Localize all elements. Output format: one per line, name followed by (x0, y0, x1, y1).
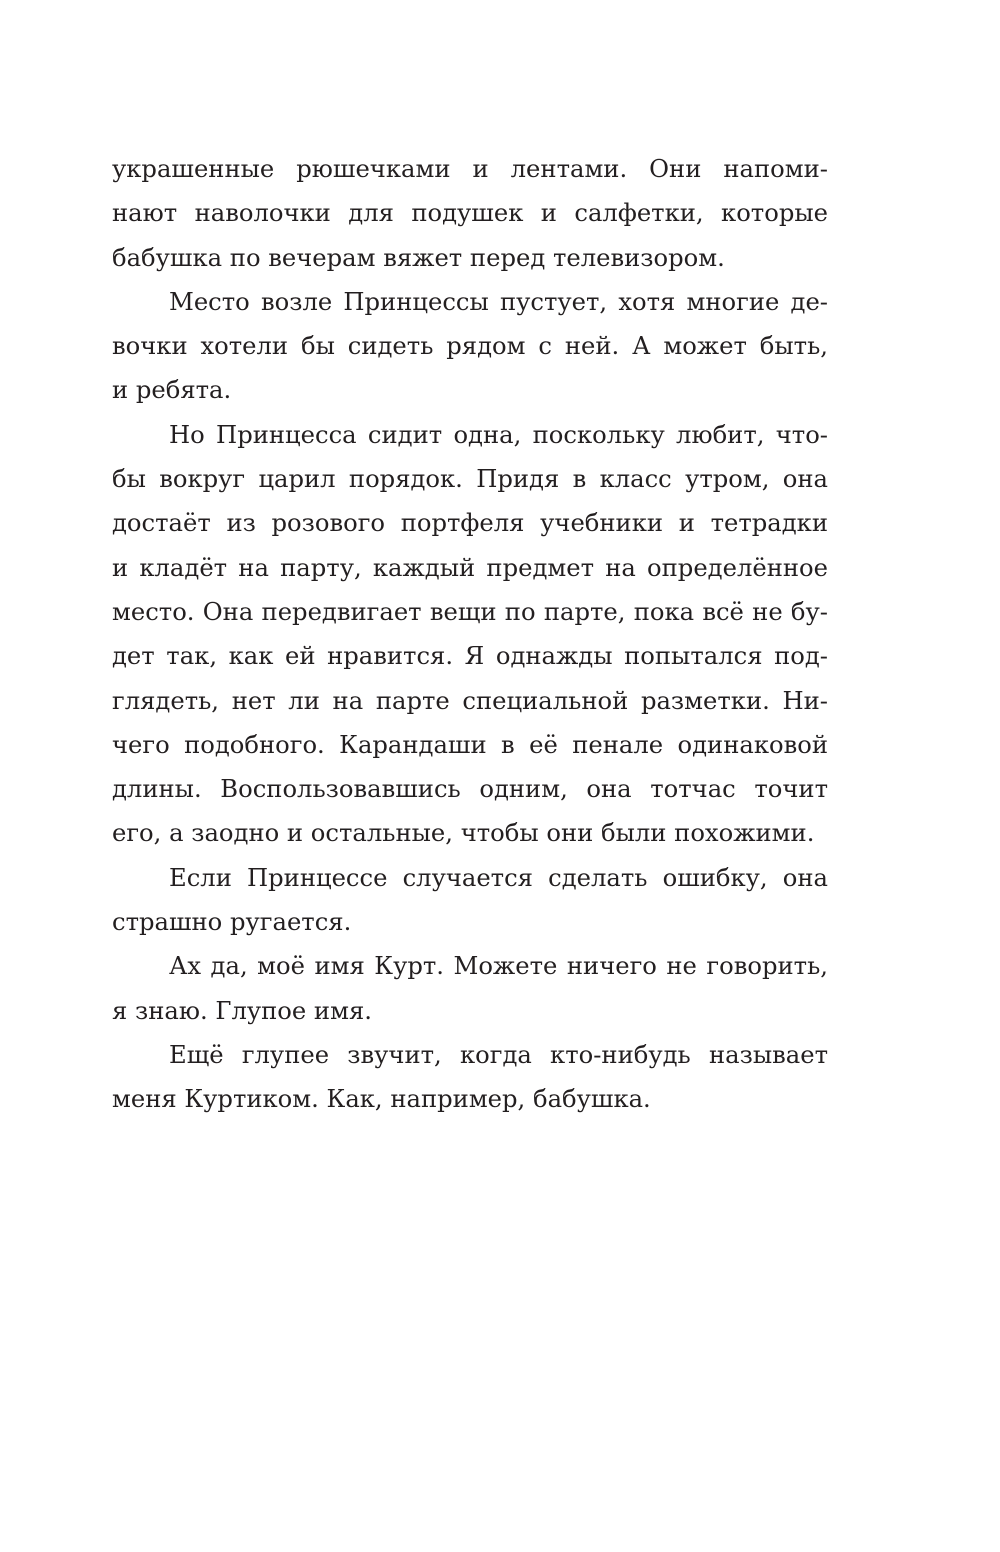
text-line: и кладёт на парту, каждый предмет на определённое (112, 552, 828, 582)
paragraph (112, 856, 828, 945)
text-line: длины. Воспользовавшись одним, она тотчас точит (112, 774, 828, 804)
text-line: Ах да, моё имя Курт. Можете ничего не говорить, (169, 951, 828, 981)
text-line: чего подобного. Карандаши в её пенале одинаковой (112, 729, 828, 759)
text-line: меня Куртиком. Как, например, бабушка. (112, 1084, 651, 1114)
paragraph (112, 944, 828, 1033)
text-line: и ребята. (112, 375, 232, 405)
paragraph (112, 1033, 828, 1122)
text-line: достаёт из розового портфеля учебники и тетрадки (112, 508, 828, 538)
paragraph (112, 147, 828, 280)
paragraph (112, 413, 828, 856)
text-line: нают наволочки для подушек и салфетки, которые (112, 198, 828, 228)
text-line: Ещё глупее звучит, когда кто-нибудь называет (169, 1039, 828, 1069)
text-line: дет так, как ей нравится. Я однажды попытался под- (112, 641, 828, 671)
text-line: глядеть, нет ли на парте специальной разметки. Ни- (112, 685, 828, 715)
text-line: украшенные рюшечками и лентами. Они напоми- (112, 154, 828, 183)
body-text (112, 147, 828, 1122)
text-line: Место возле Принцессы пустует, хотя многие де- (169, 286, 828, 316)
text-line: страшно ругается. (112, 907, 352, 937)
paragraph (112, 280, 828, 413)
text-line: его, а заодно и остальные, чтобы они были похожими. (112, 818, 815, 848)
text-line: я знаю. Глупое имя. (112, 995, 372, 1025)
text-line: Если Принцессе случается сделать ошибку, она (169, 862, 828, 892)
text-line: бабушка по вечерам вяжет перед телевизором. (112, 242, 725, 272)
text-line: Но Принцесса сидит одна, поскольку любит, что- (169, 419, 828, 449)
text-line: место. Она передвигает вещи по парте, пока всё не бу- (112, 596, 828, 626)
text-line: вочки хотели бы сидеть рядом с ней. А может быть, (112, 331, 828, 361)
text-line: бы вокруг царил порядок. Придя в класс утром, она (112, 464, 828, 494)
